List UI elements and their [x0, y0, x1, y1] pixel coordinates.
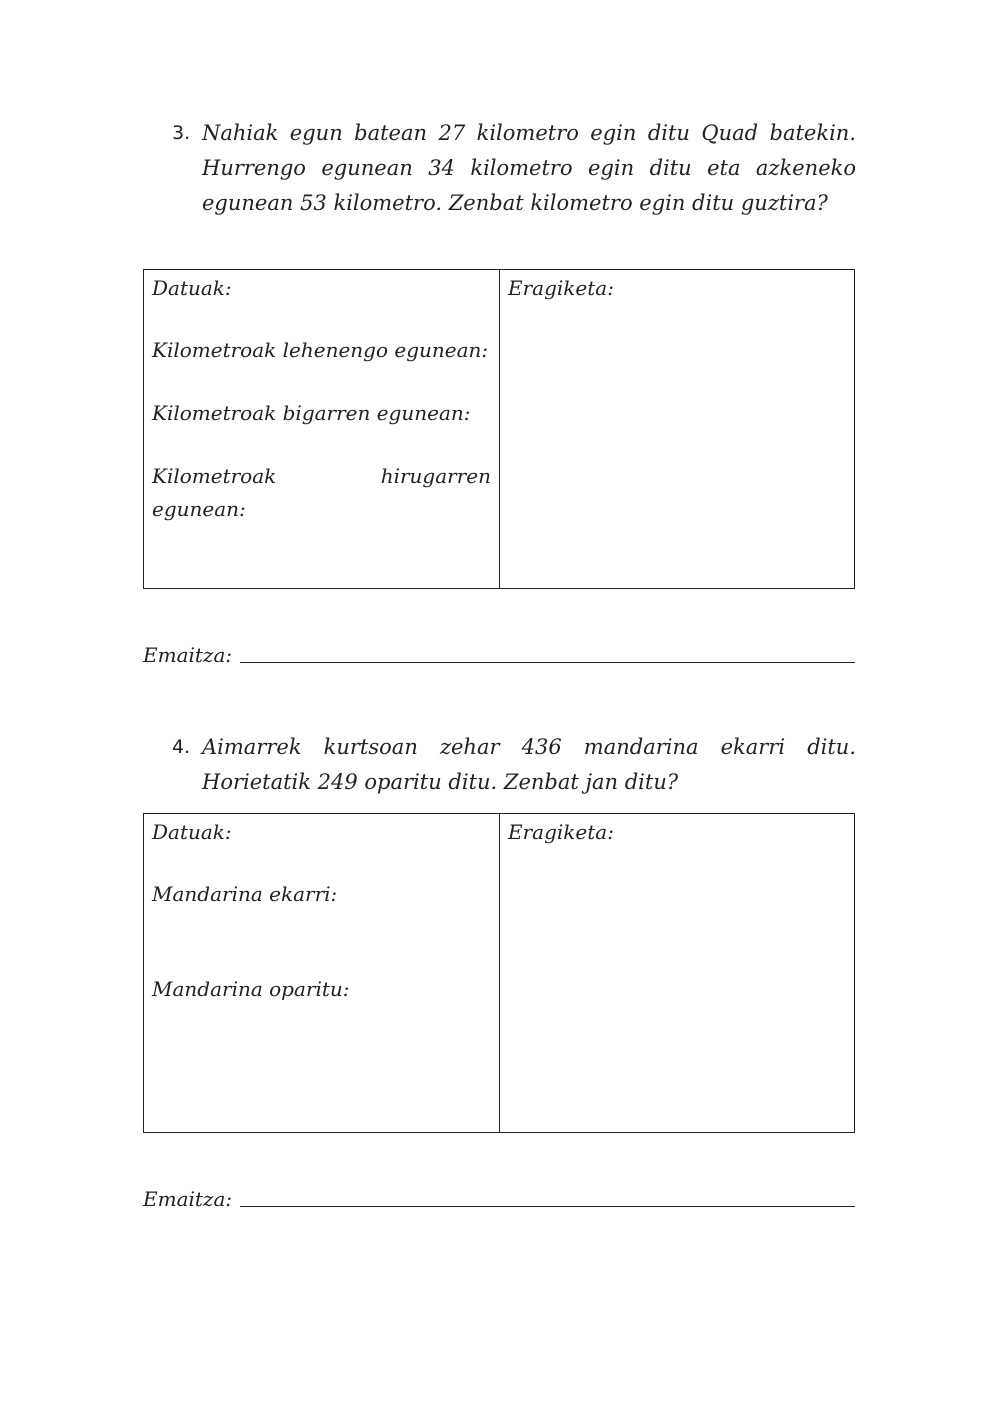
operation-label: Eragiketa:	[508, 820, 614, 844]
result-answer-line[interactable]	[240, 1205, 855, 1207]
data-label: Datuak:	[152, 820, 232, 844]
field-first-day[interactable]: Kilometroak lehenengo egunean:	[152, 338, 489, 362]
operation-label: Eragiketa:	[508, 276, 614, 300]
field-third-day[interactable]: Kilometroak hirugarren egunean:	[152, 464, 491, 521]
problem-text: Aimarrek kurtsoan zehar 436 mandarina ekarri ditu. Horietatik 249 oparitu ditu. Zenbat jan ditu?	[202, 735, 856, 794]
problem-3-answer-box	[143, 269, 855, 589]
problem-number: 4.	[172, 736, 191, 758]
result-answer-line[interactable]	[240, 661, 855, 663]
data-column	[144, 814, 500, 1132]
problem-3-result	[143, 637, 855, 667]
problem-text: Nahiak egun batean 27 kilometro egin ditu Quad batekin. Hurrengo egunean 34 kilometro egin ditu eta azkeneko egunean 53 kilometro. Zenbat kilometro egin ditu guztira?	[202, 121, 856, 215]
data-label: Datuak:	[152, 276, 232, 300]
problem-4-statement	[172, 730, 856, 800]
field-second-day[interactable]: Kilometroak bigarren egunean:	[152, 401, 471, 425]
problem-4-result	[143, 1181, 855, 1211]
data-column	[144, 270, 500, 588]
field-brought[interactable]: Mandarina ekarri:	[152, 882, 338, 906]
result-label: Emaitza:	[143, 1187, 233, 1211]
problem-4-answer-box	[143, 813, 855, 1133]
operation-column[interactable]	[500, 814, 854, 1132]
problem-number: 3.	[172, 122, 191, 144]
operation-column[interactable]	[500, 270, 854, 588]
field-gifted[interactable]: Mandarina oparitu:	[152, 977, 350, 1001]
problem-3-statement	[172, 116, 856, 221]
result-label: Emaitza:	[143, 643, 233, 667]
